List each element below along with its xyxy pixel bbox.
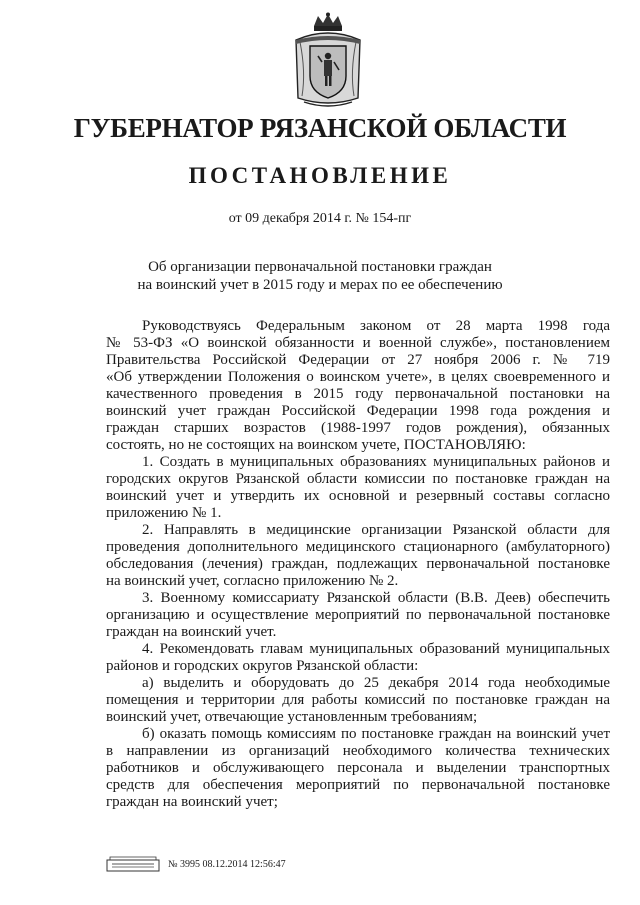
body-line: качественного проведения в 2015 году первоначальной постановки на: [106, 386, 610, 402]
body-line: районов и городских округов Рязанской области:: [106, 658, 419, 674]
document-title: [0, 258, 640, 294]
body-line: обследования (лечения) граждан, подлежащих первоначальной постановке: [106, 556, 610, 572]
body-line: граждан на воинский учет;: [106, 794, 278, 810]
body-line: граждан на воинский учет.: [106, 624, 277, 640]
body-line: Руководствуясь Федеральным законом от 28 марта 1998 года: [142, 318, 610, 334]
body-line: 1. Создать в муниципальных образованиях муниципальных районов и: [142, 454, 610, 470]
organization-title: ГУБЕРНАТОР РЯЗАНСКОЙ ОБЛАСТИ: [73, 113, 567, 143]
body-line: воинский учет граждан Российской Федерации 1998 года рождения и: [106, 403, 610, 419]
date-line: от 09 декабря 2014 г. № 154-пг: [228, 211, 412, 226]
body-line: № 53-ФЗ «О воинской обязанности и военной службе», постановлением: [106, 335, 610, 351]
body-line: работников и обслуживающего персонала и выделении транспортных: [106, 760, 610, 776]
document-type: ПОСТАНОВЛЕНИЕ: [188, 163, 452, 188]
title-line-1: Об организации первоначальной постановки граждан: [148, 259, 492, 275]
body-line: граждан старших возрастов (1988-1997 годов рождения), обязанных: [106, 420, 610, 436]
registry-stamp-icon: [106, 856, 160, 872]
ryazan-coat-of-arms-icon: [292, 12, 364, 110]
body-line: «Об утверждении Положения о воинском учете», в целях своевременного и: [106, 369, 610, 385]
body-line: организацию и осуществление мероприятий по первоначальной постановке: [106, 607, 610, 623]
body-line: в направлении из организаций необходимого количества технических: [106, 743, 610, 759]
body-line: а) выделить и оборудовать до 25 декабря 2014 года необходимые: [142, 675, 610, 691]
body-line: помещения и территории для работы комиссий по постановке граждан на: [106, 692, 610, 708]
body-line: приложению № 1.: [106, 505, 222, 521]
document-body: [106, 318, 610, 811]
body-line: 2. Направлять в медицинские организации Рязанской области для: [142, 522, 610, 538]
body-line: городских округов Рязанской области комиссии по постановке граждан на: [106, 471, 610, 487]
body-line: б) оказать помощь комиссиям по постановке граждан на воинский учет: [142, 726, 610, 742]
body-line: воинский учет и утвердить их основной и резервный составы согласно: [106, 488, 610, 504]
body-line: средств для обеспечения мероприятий по первоначальной постановке: [106, 777, 610, 793]
body-line: состоять, но не состоящих на воинском учете, ПОСТАНОВЛЯЮ:: [106, 437, 526, 453]
body-line: Правительства Российской Федерации от 27 ноября 2006 г. № 719: [106, 352, 610, 368]
body-line: воинский учет, отвечающие установленным требованиям;: [106, 709, 478, 725]
body-line: 3. Военному комиссариату Рязанской области (В.В. Деев) обеспечить: [142, 590, 610, 606]
registration-footer: [106, 855, 286, 873]
body-line: 4. Рекомендовать главам муниципальных образований муниципальных: [142, 641, 610, 657]
registration-number: № 3995 08.12.2014 12:56:47: [168, 858, 286, 870]
body-line: проведения дополнительного медицинского стационарного (амбулаторного): [106, 539, 610, 555]
body-line: на воинский учет, согласно приложению № 2.: [106, 573, 399, 589]
title-line-2: на воинский учет в 2015 году и мерах по ее обеспечению: [137, 277, 503, 293]
